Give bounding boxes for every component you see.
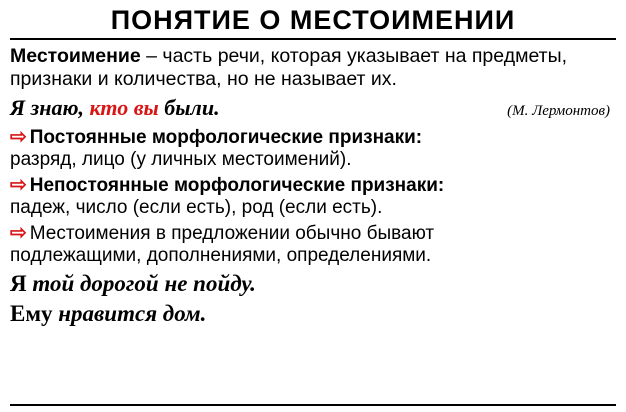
arrow-icon: ⇨ xyxy=(10,221,27,244)
page-title: ПОНЯТИЕ О МЕСТОИМЕНИИ xyxy=(110,5,516,35)
arrow-icon: ⇨ xyxy=(10,173,27,196)
final-rest-2: нравится дом. xyxy=(52,300,207,326)
bottom-divider xyxy=(10,404,616,406)
section-heading-row xyxy=(10,175,616,197)
usage-line-1: Местоимения в предложении обычно бывают xyxy=(29,222,435,244)
quote-part-2: были. xyxy=(158,94,220,120)
section-detail: падеж, число (если есть), род (если есть). xyxy=(10,197,383,219)
final-rest-1: той дорогой не пойду. xyxy=(26,271,256,297)
section-heading: Постоянные морфологические признаки: xyxy=(29,126,423,148)
section-syntactic-role xyxy=(10,223,616,268)
usage-heading-row xyxy=(10,223,616,245)
quote-part-1: Я знаю, xyxy=(10,94,90,120)
final-example-2 xyxy=(10,300,616,327)
quote-highlight: кто вы xyxy=(89,94,159,120)
title-divider xyxy=(10,38,616,40)
definition-paragraph xyxy=(10,45,616,91)
section-permanent-features xyxy=(10,127,616,172)
quote-attribution: (М. Лермонтов) xyxy=(507,102,610,119)
section-heading-row xyxy=(10,127,616,149)
quote-row xyxy=(10,95,616,121)
usage-line-2: подлежащими, дополнениями, определениями. xyxy=(10,245,432,266)
arrow-icon: ⇨ xyxy=(10,125,27,148)
definition-text: – часть речи, которая указывает на предметы, признаки и количества, но не называет их. xyxy=(10,45,568,91)
section-nonpermanent-features xyxy=(10,175,616,220)
section-detail: разряд, лицо (у личных местоимений). xyxy=(10,149,352,171)
final-example-1 xyxy=(10,270,616,297)
definition-term: Местоимение xyxy=(10,45,141,68)
section-heading: Непостоянные морфологические признаки: xyxy=(29,174,445,196)
final-pronoun-1: Я xyxy=(10,271,27,297)
final-pronoun-2: Ему xyxy=(10,300,53,326)
quote-sentence xyxy=(10,95,220,121)
